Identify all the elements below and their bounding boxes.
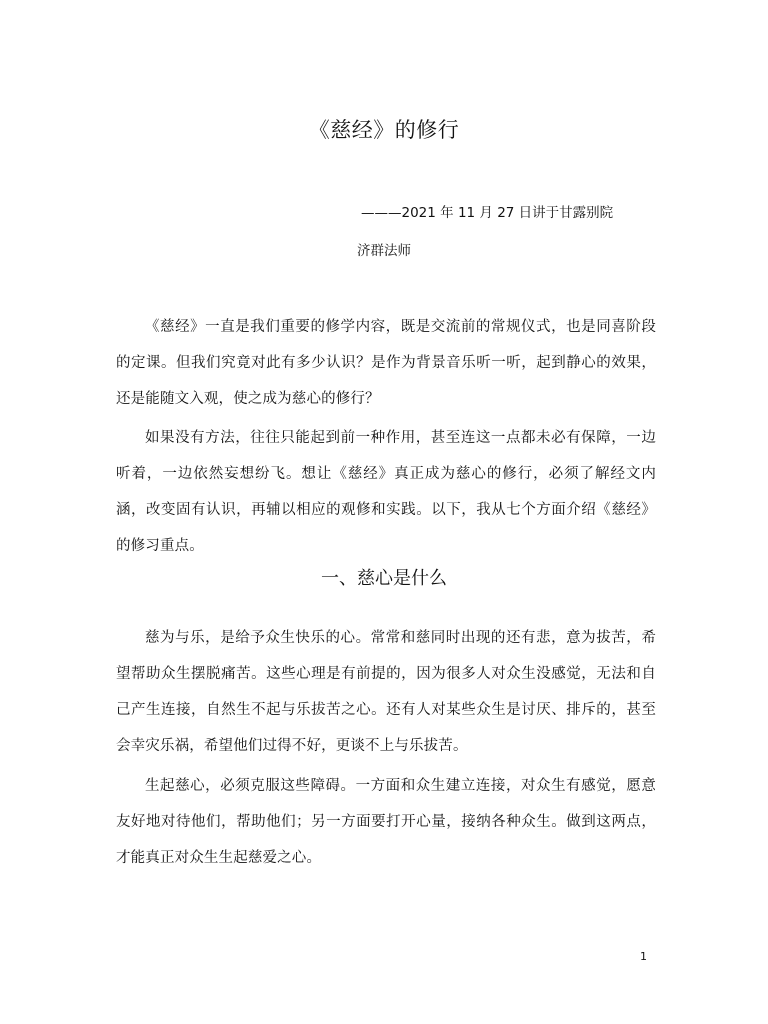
intro-paragraph-1 <box>116 309 656 417</box>
paragraph-text: 如果没有方法，往往只能起到前一种作用，甚至连这一点都未必有保障，一边听着，一边依然妄想纷飞。想让《慈经》真正成为慈心的修行，必须了解经文内涵，改变固有认识，再辅以相应的观修和实践。以下，我从七个方面介绍《慈经》的修习重点。 <box>116 430 656 554</box>
author-name: 济群法师 <box>357 243 411 259</box>
page-number: 1 <box>640 950 647 963</box>
paragraph-text: 生起慈心，必须克服这些障碍。一方面和众生建立连接，对众生有感觉，愿意友好地对待他们，帮助他们；另一方面要打开心量，接纳各种众生。做到这两点，才能真正对众生生起慈爱之心。 <box>116 778 656 866</box>
section-paragraph-1 <box>116 620 656 764</box>
intro-paragraph-2 <box>116 420 656 564</box>
paragraph-text: 慈为与乐，是给予众生快乐的心。常常和慈同时出现的还有悲，意为拔苦，希望帮助众生摆脱痛苦。这些心理是有前提的，因为很多人对众生没感觉，无法和自己产生连接，自然生不起与乐拔苦之心。还有人对某些众生是讨厌、排斥的，甚至会幸灾乐祸，希望他们过得不好，更谈不上与乐拔苦。 <box>116 630 656 754</box>
dateline: ———2021 年 11 月 27 日讲于甘露别院 <box>361 205 614 221</box>
section-heading: 一、慈心是什么 <box>321 568 447 589</box>
section-paragraph-2 <box>116 768 656 876</box>
document-title: 《慈经》的修行 <box>308 118 460 142</box>
paragraph-text: 《慈经》一直是我们重要的修学内容，既是交流前的常规仪式，也是同喜阶段的定课。但我们究竟对此有多少认识？是作为背景音乐听一听，起到静心的效果，还是能随文入观，使之成为慈心的修行？ <box>116 319 656 407</box>
